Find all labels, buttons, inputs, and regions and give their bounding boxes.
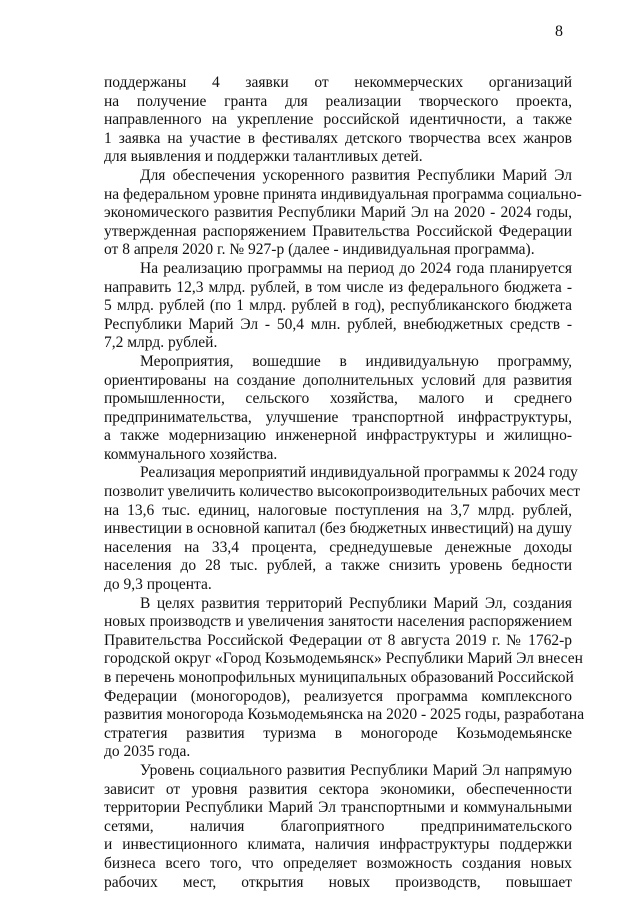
text-line: бизнеса всего того, что определяет возможность создания новых [104, 854, 572, 872]
text-line: населения до 28 тыс. рублей, а также снизить уровень бедности [104, 557, 572, 575]
paragraph [104, 260, 572, 353]
paragraph [104, 464, 581, 594]
text-line: ориентированы на создание дополнительных условий для развития [104, 371, 572, 389]
text-line: Федерации (моногородов), реализуется программа комплексного [104, 687, 572, 705]
text-line: Республики Марий Эл - 50,4 млн. рублей, внебюджетных средств - [104, 315, 572, 333]
text-line: В целях развития территорий Республики Марий Эл, создания [140, 594, 572, 612]
text-line: на федеральном уровне принята индивидуальная программа социально- [104, 185, 582, 203]
text-line: до 9,3 процента. [104, 576, 212, 594]
paragraph [104, 353, 572, 465]
text-line: Мероприятия, вошедшие в индивидуальную программу, [140, 352, 572, 370]
text-line: и инвестиционного климата, наличия инфраструктуры поддержки [104, 836, 572, 854]
text-line: развития моногорода Козьмодемьянска на 2020 - 2025 годы, разработана [104, 706, 585, 724]
text-line: в перечень монопрофильных муниципальных образований Российской [104, 669, 574, 686]
text-line: экономического развития Республики Марий Эл на 2020 - 2024 годы, [104, 204, 572, 222]
text-line: 1 заявка на участие в фестивалях детского творчества всех жанров [104, 129, 572, 147]
text-line: поддержаны 4 заявки от некоммерческих организаций [104, 74, 572, 91]
text-line: инвестиции в основной капитал (без бюджетных инвестиций) на душу [104, 520, 573, 538]
text-line: зависит от уровня развития сектора экономики, обеспеченности [104, 780, 572, 798]
text-line: позволит увеличить количество высокопроизводительных рабочих мест [104, 483, 581, 501]
text-line: Реализация мероприятий индивидуальной программы к 2024 году [140, 464, 578, 482]
text-line: направить 12,3 млрд. рублей, в том числе из федерального бюджета - [104, 278, 572, 296]
paragraph [104, 166, 582, 260]
paragraph [104, 594, 585, 762]
text-line: Правительства Российской Федерации от 8 августа 2019 г. № 1762-р [104, 631, 572, 649]
text-line: территории Республики Марий Эл транспортными и коммунальными [104, 799, 572, 817]
text-line: на 13,6 тыс. единиц, налоговые поступления на 3,7 млрд. рублей, [104, 501, 572, 519]
text-line: коммунального хозяйства. [104, 445, 278, 463]
text-line: 7,2 млрд. рублей. [104, 334, 218, 352]
text-line: на получение гранта для реализации творческого проекта, [104, 92, 572, 110]
text-line: до 2035 года. [104, 743, 191, 761]
text-line: а также модернизацию инженерной инфраструктуры и жилищно- [104, 427, 572, 445]
text-line: сетями, наличия благоприятного предпринимательского [104, 817, 572, 835]
text-line: новых производств и увеличения занятости населения распоряжением [104, 613, 572, 631]
text-line: 5 млрд. рублей (по 1 млрд. рублей в год), республиканского бюджета [104, 297, 572, 315]
text-line: промышленности, сельского хозяйства, малого и среднего [104, 390, 572, 408]
paragraph [104, 762, 572, 892]
text-line: населения на 33,4 процента, среднедушевые денежные доходы [104, 538, 572, 556]
text-line: Уровень социального развития Республики Марий Эл напрямую [140, 761, 572, 779]
document-body [104, 74, 585, 892]
text-line: рабочих мест, открытия новых производств, повышает [104, 873, 572, 891]
text-line: направленного на укрепление российской идентичности, а также [104, 111, 572, 129]
text-line: утвержденная распоряжением Правительства Российской Федерации [104, 222, 572, 240]
text-line: предпринимательства, улучшение транспортной инфраструктуры, [104, 408, 572, 426]
text-line: Для обеспечения ускоренного развития Республики Марий Эл [140, 166, 572, 184]
text-line: городской округ «Город Козьмодемьянск» Республики Марий Эл внесен [104, 650, 583, 668]
text-line: от 8 апреля 2020 г. № 927-р (далее - индивидуальная программа). [104, 241, 535, 259]
paragraph [104, 74, 572, 167]
page-number: 8 [555, 23, 563, 40]
text-line: стратегия развития туризма в моногороде Козьмодемьянске [104, 724, 572, 742]
text-line: На реализацию программы на период до 2024 года планируется [140, 259, 572, 277]
text-line: для выявления и поддержки талантливых детей. [104, 148, 423, 166]
